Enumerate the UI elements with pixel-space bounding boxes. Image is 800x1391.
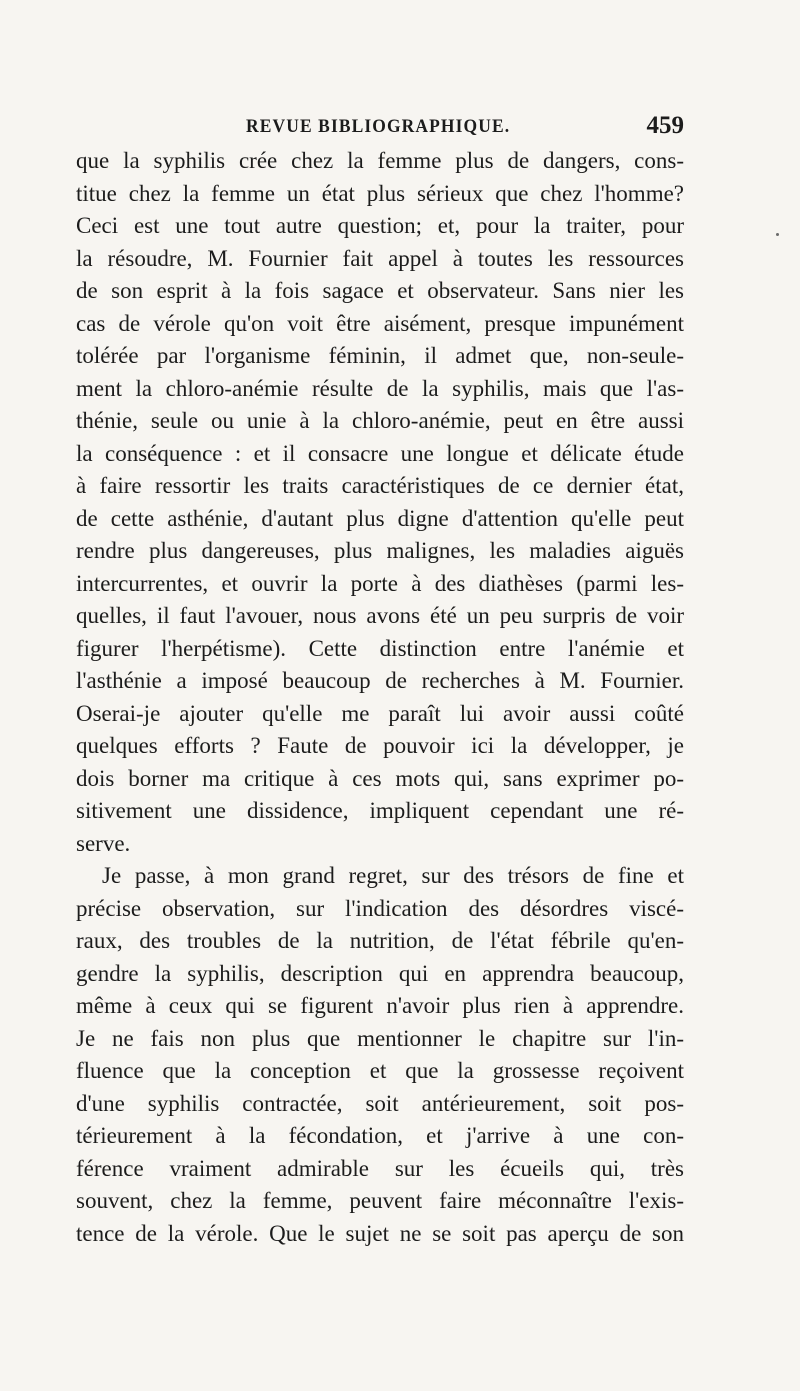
text-line: sitivement une dissidence, impliquent cependant une ré-: [76, 798, 684, 823]
text-line: quelques efforts ? Faute de pouvoir ici la développer, je: [76, 733, 684, 758]
text-line: Je ne fais non plus que mentionner le chapitre sur l'in-: [76, 1025, 684, 1051]
text-line: dois borner ma critique à ces mots qui, sans exprimer po-: [76, 765, 684, 791]
text-line: titue chez la femme un état plus sérieux que chez l'homme?: [76, 180, 684, 206]
body-text: [76, 145, 684, 1250]
text-line: l'asthénie a imposé beaucoup de recherches à M. Fournier.: [76, 668, 684, 693]
text-line: tolérée par l'organisme féminin, il admet que, non-seule-: [76, 343, 684, 368]
text-line: d'une syphilis contractée, soit antérieurement, soit pos-: [76, 1090, 684, 1116]
text-line: la résoudre, M. Fournier fait appel à toutes les ressources: [76, 245, 684, 271]
text-line: Ceci est une tout autre question; et, pour la traiter, pour: [76, 213, 684, 238]
text-line: ment la chloro-anémie résulte de la syphilis, mais que l'as-: [76, 375, 684, 401]
text-line: tence de la vérole. Que le sujet ne se soit pas aperçu de son: [76, 1220, 684, 1246]
text-line: intercurrentes, et ouvrir la porte à des diathèses (parmi les-: [76, 570, 684, 596]
text-line: à faire ressortir les traits caractéristiques de ce dernier état,: [76, 473, 684, 498]
text-line: rendre plus dangereuses, plus malignes, les maladies aiguës: [76, 538, 684, 563]
text-line: quelles, il faut l'avouer, nous avons été un peu surpris de voir: [76, 603, 684, 628]
text-line: de cette asthénie, d'autant plus digne d'attention qu'elle peut: [76, 505, 684, 531]
text-line: férence vraiment admirable sur les écueils qui, très: [76, 1155, 684, 1181]
text-line: que la syphilis crée chez la femme plus de dangers, cons-: [76, 148, 684, 173]
text-line: gendre la syphilis, description qui en apprendra beaucoup,: [76, 960, 684, 986]
running-head: [76, 112, 684, 142]
text-line: Je passe, à mon grand regret, sur des trésors de fine et: [102, 863, 684, 888]
text-line: souvent, chez la femme, peuvent faire méconnaître l'exis-: [76, 1188, 684, 1213]
running-title: REVUE BIBLIOGRAPHIQUE.: [246, 116, 511, 137]
text-line: thénie, seule ou unie à la chloro-anémie, peut en être aussi: [76, 408, 684, 433]
text-line: Oserai-je ajouter qu'elle me paraît lui avoir aussi coûté: [76, 700, 684, 726]
text-line: serve.: [76, 830, 131, 856]
text-line: figurer l'herpétisme). Cette distinction entre l'anémie et: [76, 635, 684, 661]
text-line: cas de vérole qu'on voit être aisément, presque impunément: [76, 310, 684, 336]
text-line: la conséquence : et il consacre une longue et délicate étude: [76, 440, 684, 466]
text-line: même à ceux qui se figurent n'avoir plus rien à apprendre.: [76, 993, 684, 1018]
text-line: fluence que la conception et que la grossesse reçoivent: [76, 1058, 684, 1083]
text-line: térieurement à la fécondation, et j'arrive à une con-: [76, 1123, 684, 1148]
text-line: raux, des troubles de la nutrition, de l'état fébrile qu'en-: [76, 928, 684, 953]
page-number: 459: [646, 112, 684, 139]
text-line: précise observation, sur l'indication des désordres viscé-: [76, 895, 684, 921]
text-line: de son esprit à la fois sagace et observateur. Sans nier les: [76, 278, 684, 303]
paper-speck: [776, 233, 779, 236]
